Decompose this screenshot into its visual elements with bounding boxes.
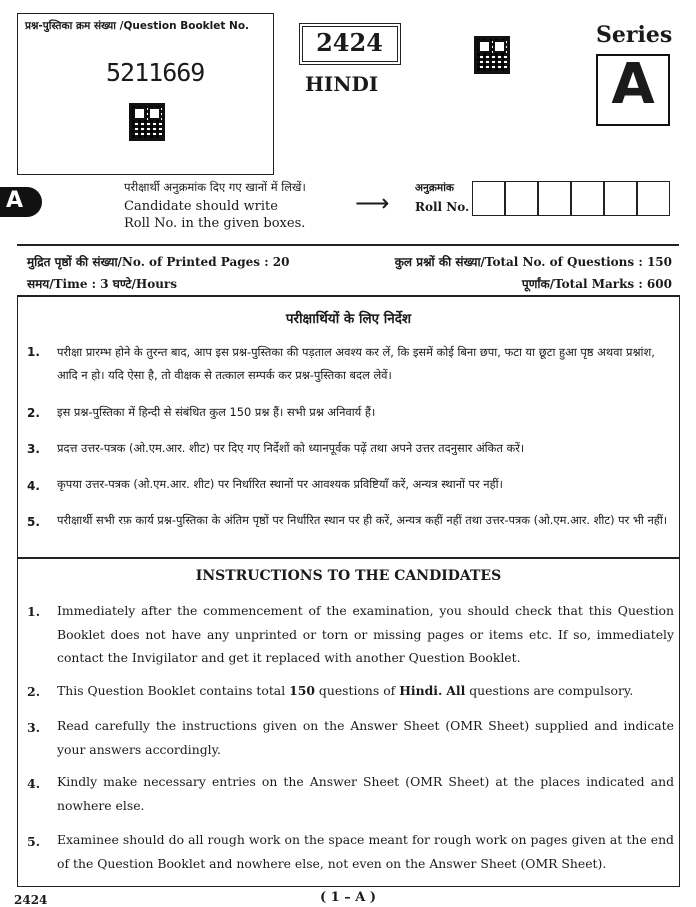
english-item-2-count: 150 [289, 683, 315, 698]
subject-qr-code [474, 36, 510, 74]
paper-code: 2424 [316, 28, 383, 57]
time-allowed: समय/Time : 3 घण्टे/Hours [27, 277, 177, 291]
total-questions: कुल प्रश्नों की संख्या/Total No. of Questions : 150 [394, 255, 672, 269]
series-value: A [611, 52, 655, 117]
english-item-5-num: 5. [27, 834, 41, 849]
footer-page: ( 1 – A ) [319, 890, 377, 905]
booklet-number-label: प्रश्न-पुस्तिका क्रम संख्या /Question Booklet No. [25, 20, 250, 32]
english-item-2-subject: Hindi. [399, 683, 443, 698]
booklet-qr-code [129, 103, 165, 141]
hindi-item-1-text: परीक्षा प्रारम्भ होने के तुरन्त बाद, आप इस प्रश्न-पुस्तिका की पड़ताल अवश्य कर लें, कि इसमें कोई बिना छपा, फटा या छूटा हुआ पृष्ठ अथवा प्रश्नांश, आदि न हो। यदि ऐसा है, तो वीक्षक से तत्काल सम्पर्क कर प्रश्न-पुस्तिका बदल लेवें। [57, 345, 655, 382]
side-tab-letter: A [6, 188, 24, 213]
frame-right [679, 295, 680, 887]
booklet-number-box [17, 13, 274, 175]
printed-pages: मुद्रित पृष्ठों की संख्या/No. of Printed Pages : 20 [27, 255, 290, 269]
roll-instruction-hindi: परीक्षार्थी अनुक्रमांक दिए गए खानों में लिखें। [124, 180, 306, 194]
hindi-item-2-text: इस प्रश्न-पुस्तिका में हिन्दी से संबंधित कुल 150 प्रश्न हैं। सभी प्रश्न अनिवार्य हैं। [57, 405, 376, 419]
hindi-item-3-num: 3. [27, 442, 40, 456]
footer-code: 2424 [14, 893, 48, 907]
english-item-1-num: 1. [27, 604, 41, 619]
hindi-item-4-num: 4. [27, 479, 40, 493]
english-item-2-all: All [446, 683, 466, 698]
english-item-4-num: 4. [27, 776, 41, 791]
roll-box-4[interactable] [571, 181, 604, 216]
hindi-item-2-num: 2. [27, 406, 40, 420]
english-instructions-title: INSTRUCTIONS TO THE CANDIDATES [195, 568, 502, 584]
roll-instruction-english-2: Roll No. in the given boxes. [124, 216, 306, 231]
english-item-2-num: 2. [27, 684, 41, 699]
roll-instruction-english-1: Candidate should write [124, 199, 278, 214]
series-label: Series [596, 22, 673, 48]
english-item-3-num: 3. [27, 720, 41, 735]
language-divider [17, 557, 679, 559]
roll-box-1[interactable] [472, 181, 505, 216]
english-item-1-text: Immediately after the commencement of the examination, you should check that this Question Booklet does not have any unprinted or torn or missing pages or items etc. If so, immediately contact the Invigilator and get it replaced with another Question Booklet. [57, 603, 674, 665]
subject-title: HINDI [305, 72, 379, 96]
info-divider [17, 295, 679, 297]
roll-box-5[interactable] [604, 181, 637, 216]
hindi-item-5-num: 5. [27, 515, 40, 529]
hindi-instructions-title: परीक्षार्थियों के लिए निर्देश [285, 311, 412, 327]
roll-box-3[interactable] [538, 181, 571, 216]
english-item-3-text: Read carefully the instructions given on the Answer Sheet (OMR Sheet) supplied and indicate your answers accordingly. [57, 718, 674, 757]
english-item-5-text: Examinee should do all rough work on the space meant for rough work on pages given at the end of the Question Booklet and nowhere else, not even on the Answer Sheet (OMR Sheet). [57, 832, 674, 871]
english-item-2-part-d: questions are compulsory. [465, 683, 634, 698]
roll-box-6[interactable] [637, 181, 670, 216]
english-item-2-part-a: This Question Booklet contains total [57, 683, 290, 698]
english-item-4-text: Kindly make necessary entries on the Answer Sheet (OMR Sheet) at the places indicated and nowhere else. [57, 774, 674, 813]
hindi-item-5-text: परीक्षार्थी सभी रफ़ कार्य प्रश्न-पुस्तिका के अंतिम पृष्ठों पर निर्धारित स्थान पर ही करें, अन्यत्र कहीं नहीं तथा उत्तर-पत्रक (ओ.एम.आर. शीट) पर भी नहीं। [57, 513, 668, 527]
booklet-number: 5211669 [106, 58, 205, 87]
hindi-item-1-num: 1. [27, 345, 40, 359]
roll-label-english: Roll No. [415, 200, 470, 214]
frame-left [17, 295, 18, 887]
roll-box-2[interactable] [505, 181, 538, 216]
english-item-2-text [57, 679, 674, 703]
roll-label-hindi: अनुक्रमांक [415, 182, 454, 194]
hindi-item-3-text: प्रदत्त उत्तर-पत्रक (ओ.एम.आर. शीट) पर दिए गए निर्देशों को ध्यानपूर्वक पढ़ें तथा अपने उत्तर तदनुसार अंकित करें। [57, 441, 525, 455]
hindi-item-4-text: कृपया उत्तर-पत्रक (ओ.एम.आर. शीट) पर निर्धारित स्थानों पर आवश्यक प्रविष्टियाँ करें, अन्यत्र स्थानों पर नहीं। [57, 477, 503, 491]
header-divider [17, 244, 679, 246]
frame-bottom [17, 886, 680, 887]
english-item-2-part-b: questions of [314, 683, 400, 698]
arrow-icon: ⟶ [355, 189, 390, 217]
total-marks: पूर्णांक/Total Marks : 600 [521, 277, 672, 291]
